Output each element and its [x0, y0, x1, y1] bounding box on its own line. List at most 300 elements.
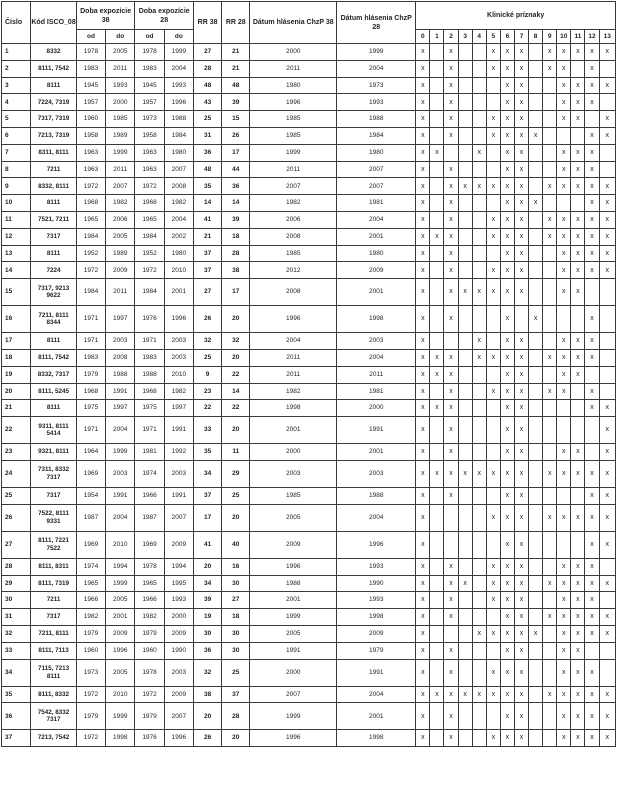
symptom-9-cell: x	[543, 178, 557, 195]
report-date-38: 1998	[250, 400, 337, 417]
exposure-38-from: 1979	[76, 625, 105, 642]
report-date-38: 1999	[250, 144, 337, 161]
row-number: 2	[2, 60, 31, 77]
isco-code	[31, 44, 77, 61]
symptom-13-cell: x	[599, 262, 615, 279]
isco-code	[31, 730, 77, 747]
symptom-13-cell	[599, 659, 615, 686]
symptom-8-cell: x	[529, 127, 543, 144]
isco-code-line: 7311, 8332	[37, 466, 70, 474]
symptom-8-cell	[529, 94, 543, 111]
symptom-11-cell: x	[571, 642, 585, 659]
symptom-5-cell	[486, 487, 500, 504]
report-date-28: 1993	[337, 94, 416, 111]
symptom-6-cell: x	[500, 211, 514, 228]
header-symptom-10: 10	[557, 30, 571, 44]
symptom-11-cell: x	[571, 262, 585, 279]
symptom-1-cell	[430, 279, 444, 306]
symptom-7-cell: x	[514, 262, 528, 279]
rr-28: 20	[222, 306, 250, 333]
symptom-4-cell: x	[472, 349, 486, 366]
symptom-3-cell	[458, 444, 472, 461]
symptom-4-cell	[472, 77, 486, 94]
exposure-38-from: 1982	[76, 609, 105, 626]
symptom-9-cell: x	[543, 460, 557, 487]
symptom-5-cell	[486, 333, 500, 350]
exposure-28-to: 1980	[164, 144, 193, 161]
symptom-4-cell	[472, 306, 486, 333]
symptom-0-cell: x	[416, 460, 430, 487]
rr-28: 14	[222, 383, 250, 400]
isco-code	[31, 127, 77, 144]
symptom-5-cell: x	[486, 349, 500, 366]
symptom-0-cell: x	[416, 609, 430, 626]
symptom-3-cell	[458, 504, 472, 531]
header-klinicke-priznaky: Klinické príznaky	[416, 2, 616, 30]
report-date-38: 1996	[250, 730, 337, 747]
rr-28: 17	[222, 279, 250, 306]
report-date-28: 1993	[337, 592, 416, 609]
header-symptom-3: 3	[458, 30, 472, 44]
exposure-38-from: 1960	[76, 111, 105, 128]
exposure-38-from: 1966	[76, 592, 105, 609]
isco-code-line: 8111, 8332	[38, 690, 69, 698]
symptom-6-cell: x	[500, 383, 514, 400]
rr-28: 30	[222, 625, 250, 642]
symptom-1-cell	[430, 592, 444, 609]
symptom-3-cell	[458, 144, 472, 161]
exposure-28-to: 2004	[164, 60, 193, 77]
symptom-2-cell: x	[444, 211, 458, 228]
symptom-12-cell: x	[585, 211, 599, 228]
symptom-2-cell: x	[444, 77, 458, 94]
rr-28: 30	[222, 642, 250, 659]
symptom-0-cell: x	[416, 127, 430, 144]
symptom-5-cell	[486, 400, 500, 417]
report-date-38: 1980	[250, 77, 337, 94]
symptom-10-cell: x	[557, 703, 571, 730]
symptom-10-cell: x	[557, 592, 571, 609]
table-row	[2, 262, 616, 279]
symptom-3-cell	[458, 94, 472, 111]
symptom-9-cell	[543, 592, 557, 609]
symptom-8-cell	[529, 417, 543, 444]
symptom-12-cell: x	[585, 127, 599, 144]
symptom-11-cell	[571, 400, 585, 417]
symptom-4-cell	[472, 531, 486, 558]
row-number: 5	[2, 111, 31, 128]
exposure-28-from: 1976	[135, 730, 164, 747]
rr-38: 9	[193, 366, 221, 383]
exposure-28-from: 1972	[135, 686, 164, 703]
table-row	[2, 558, 616, 575]
rr-38: 28	[193, 60, 221, 77]
isco-code	[31, 659, 77, 686]
symptom-5-cell: x	[486, 460, 500, 487]
symptom-10-cell: x	[557, 333, 571, 350]
report-date-38: 1985	[250, 127, 337, 144]
table-row	[2, 306, 616, 333]
symptom-6-cell: x	[500, 730, 514, 747]
symptom-3-cell	[458, 333, 472, 350]
exposure-38-from: 1969	[76, 531, 105, 558]
symptom-7-cell: x	[514, 575, 528, 592]
report-date-28: 1991	[337, 417, 416, 444]
exposure-28-from: 1960	[135, 642, 164, 659]
rr-28: 21	[222, 60, 250, 77]
symptom-3-cell	[458, 558, 472, 575]
symptom-3-cell	[458, 111, 472, 128]
symptom-3-cell	[458, 228, 472, 245]
symptom-6-cell: x	[500, 94, 514, 111]
isco-code-line: 7213, 7542	[37, 734, 70, 742]
report-date-38: 1999	[250, 703, 337, 730]
symptom-1-cell	[430, 625, 444, 642]
report-date-28: 2004	[337, 60, 416, 77]
symptom-2-cell: x	[444, 558, 458, 575]
symptom-0-cell: x	[416, 262, 430, 279]
symptom-2-cell: x	[444, 366, 458, 383]
exposure-28-from: 1983	[135, 60, 164, 77]
symptom-4-cell	[472, 262, 486, 279]
isco-code	[31, 642, 77, 659]
symptom-10-cell: x	[557, 642, 571, 659]
symptom-1-cell	[430, 730, 444, 747]
symptom-0-cell: x	[416, 558, 430, 575]
symptom-3-cell	[458, 60, 472, 77]
header-od-28: od	[135, 30, 164, 44]
report-date-28: 2003	[337, 333, 416, 350]
symptom-5-cell: x	[486, 625, 500, 642]
symptom-11-cell: x	[571, 366, 585, 383]
symptom-11-cell: x	[571, 245, 585, 262]
exposure-38-to: 2010	[106, 686, 135, 703]
rr-38: 25	[193, 349, 221, 366]
report-date-38: 2005	[250, 504, 337, 531]
symptom-7-cell: x	[514, 195, 528, 212]
symptom-3-cell	[458, 44, 472, 61]
symptom-7-cell: x	[514, 730, 528, 747]
isco-code-line: 8111	[46, 81, 61, 89]
symptom-1-cell	[430, 44, 444, 61]
symptom-12-cell: x	[585, 703, 599, 730]
symptom-1-cell	[430, 531, 444, 558]
exposure-28-to: 1993	[164, 77, 193, 94]
symptom-3-cell	[458, 730, 472, 747]
symptom-13-cell	[599, 144, 615, 161]
symptom-6-cell: x	[500, 349, 514, 366]
header-doba-expozicie-38: Doba expozície 38	[76, 2, 135, 30]
isco-code	[31, 366, 77, 383]
exposure-28-from: 1975	[135, 400, 164, 417]
exposure-28-to: 2009	[164, 625, 193, 642]
symptom-6-cell: x	[500, 262, 514, 279]
symptom-2-cell: x	[444, 111, 458, 128]
symptom-8-cell	[529, 144, 543, 161]
symptom-2-cell: x	[444, 417, 458, 444]
table-row	[2, 94, 616, 111]
symptom-0-cell: x	[416, 195, 430, 212]
symptom-11-cell: x	[571, 444, 585, 461]
symptom-2-cell: x	[444, 60, 458, 77]
symptom-1-cell	[430, 558, 444, 575]
symptom-11-cell: x	[571, 228, 585, 245]
symptom-11-cell: x	[571, 686, 585, 703]
symptom-10-cell: x	[557, 686, 571, 703]
symptom-9-cell	[543, 161, 557, 178]
isco-code-line: 8111	[46, 672, 61, 680]
symptom-12-cell: x	[585, 333, 599, 350]
row-number: 19	[2, 366, 31, 383]
symptom-5-cell	[486, 195, 500, 212]
exposure-38-to: 2000	[106, 94, 135, 111]
symptom-2-cell: x	[444, 161, 458, 178]
rr-28: 20	[222, 417, 250, 444]
rr-38: 25	[193, 111, 221, 128]
isco-code	[31, 460, 77, 487]
isco-code-line: 7211	[46, 596, 61, 604]
symptom-1-cell: x	[430, 400, 444, 417]
rr-38: 34	[193, 460, 221, 487]
report-date-28: 2011	[337, 366, 416, 383]
symptom-0-cell: x	[416, 703, 430, 730]
exposure-38-to: 1991	[106, 487, 135, 504]
exposure-28-from: 1969	[135, 531, 164, 558]
rr-38: 34	[193, 575, 221, 592]
symptom-4-cell: x	[472, 279, 486, 306]
report-date-28: 2004	[337, 211, 416, 228]
symptom-6-cell: x	[500, 558, 514, 575]
report-date-38: 2003	[250, 460, 337, 487]
symptom-12-cell: x	[585, 609, 599, 626]
isco-code	[31, 279, 77, 306]
exposure-38-to: 2005	[106, 228, 135, 245]
symptom-12-cell: x	[585, 575, 599, 592]
symptom-6-cell: x	[500, 161, 514, 178]
symptom-8-cell	[529, 211, 543, 228]
table-row	[2, 161, 616, 178]
symptom-13-cell: x	[599, 417, 615, 444]
isco-code	[31, 349, 77, 366]
exposure-28-from: 1963	[135, 144, 164, 161]
symptom-9-cell: x	[543, 504, 557, 531]
symptom-9-cell	[543, 730, 557, 747]
symptom-3-cell: x	[458, 575, 472, 592]
symptom-9-cell: x	[543, 60, 557, 77]
symptom-8-cell: x	[529, 625, 543, 642]
symptom-10-cell: x	[557, 349, 571, 366]
report-date-38: 2000	[250, 659, 337, 686]
exposure-38-from: 1987	[76, 504, 105, 531]
symptom-9-cell	[543, 77, 557, 94]
exposure-28-to: 2010	[164, 262, 193, 279]
report-date-38: 2000	[250, 44, 337, 61]
symptom-0-cell: x	[416, 349, 430, 366]
report-date-28: 1998	[337, 730, 416, 747]
exposure-28-from: 1976	[135, 306, 164, 333]
symptom-13-cell: x	[599, 703, 615, 730]
symptom-1-cell: x	[430, 228, 444, 245]
symptom-11-cell: x	[571, 659, 585, 686]
rr-38: 37	[193, 262, 221, 279]
exposure-28-to: 2008	[164, 178, 193, 195]
symptom-2-cell: x	[444, 686, 458, 703]
table-row	[2, 60, 616, 77]
symptom-6-cell: x	[500, 127, 514, 144]
symptom-1-cell	[430, 417, 444, 444]
isco-code	[31, 703, 77, 730]
isco-code-line: 7211, 8111	[38, 630, 69, 638]
symptom-7-cell: x	[514, 703, 528, 730]
symptom-0-cell: x	[416, 504, 430, 531]
rr-28: 11	[222, 444, 250, 461]
symptom-7-cell: x	[514, 609, 528, 626]
table-row	[2, 444, 616, 461]
symptom-2-cell: x	[444, 659, 458, 686]
exposure-28-to: 1991	[164, 417, 193, 444]
isco-code-line: 7115, 7213	[37, 665, 70, 673]
row-number: 37	[2, 730, 31, 747]
symptom-1-cell	[430, 659, 444, 686]
symptom-8-cell	[529, 592, 543, 609]
report-date-38: 2006	[250, 211, 337, 228]
exposure-38-from: 1974	[76, 558, 105, 575]
isco-code	[31, 161, 77, 178]
rr-28: 32	[222, 333, 250, 350]
symptom-10-cell: x	[557, 460, 571, 487]
symptom-13-cell	[599, 366, 615, 383]
symptom-9-cell	[543, 279, 557, 306]
symptom-10-cell: x	[557, 245, 571, 262]
symptom-7-cell: x	[514, 44, 528, 61]
symptom-3-cell	[458, 211, 472, 228]
rr-28: 26	[222, 127, 250, 144]
symptom-3-cell	[458, 349, 472, 366]
symptom-12-cell: x	[585, 383, 599, 400]
symptom-9-cell	[543, 417, 557, 444]
symptom-2-cell: x	[444, 460, 458, 487]
rr-28: 39	[222, 211, 250, 228]
symptom-12-cell: x	[585, 60, 599, 77]
symptom-6-cell: x	[500, 60, 514, 77]
symptom-3-cell	[458, 642, 472, 659]
isco-code-line: 7522, 8111	[38, 510, 69, 518]
symptom-9-cell	[543, 195, 557, 212]
exposure-28-to: 2010	[164, 366, 193, 383]
exposure-28-from: 1965	[135, 575, 164, 592]
row-number: 10	[2, 195, 31, 212]
table-row	[2, 211, 616, 228]
symptom-12-cell: x	[585, 460, 599, 487]
symptom-13-cell: x	[599, 228, 615, 245]
isco-code	[31, 262, 77, 279]
exposure-28-to: 2003	[164, 460, 193, 487]
row-number: 29	[2, 575, 31, 592]
symptom-6-cell: x	[500, 625, 514, 642]
row-number: 17	[2, 333, 31, 350]
exposure-28-from: 1981	[135, 444, 164, 461]
symptom-2-cell: x	[444, 306, 458, 333]
symptom-2-cell: x	[444, 609, 458, 626]
table-row	[2, 642, 616, 659]
isco-code	[31, 178, 77, 195]
exposure-28-from: 1978	[135, 558, 164, 575]
isco-code-line: 8111	[46, 337, 61, 345]
symptom-0-cell: x	[416, 487, 430, 504]
symptom-11-cell	[571, 195, 585, 212]
isco-code-line: 8111	[46, 249, 61, 257]
symptom-3-cell	[458, 487, 472, 504]
header-symptom-4: 4	[472, 30, 486, 44]
symptom-7-cell: x	[514, 94, 528, 111]
exposure-28-to: 1982	[164, 195, 193, 212]
symptom-12-cell: x	[585, 730, 599, 747]
isco-code	[31, 94, 77, 111]
symptom-10-cell	[557, 417, 571, 444]
isco-code-line: 7317	[46, 232, 61, 240]
symptom-2-cell: x	[444, 127, 458, 144]
rr-28: 14	[222, 195, 250, 212]
symptom-3-cell	[458, 659, 472, 686]
report-date-38: 2011	[250, 366, 337, 383]
symptom-0-cell: x	[416, 245, 430, 262]
symptom-13-cell: x	[599, 686, 615, 703]
exposure-28-from: 1984	[135, 279, 164, 306]
isco-code-line: 7317	[46, 473, 61, 481]
symptom-10-cell	[557, 400, 571, 417]
report-date-38: 1985	[250, 245, 337, 262]
symptom-0-cell: x	[416, 592, 430, 609]
symptom-11-cell	[571, 417, 585, 444]
exposure-28-from: 1982	[135, 609, 164, 626]
symptom-1-cell	[430, 262, 444, 279]
exposure-28-from: 1971	[135, 333, 164, 350]
symptom-0-cell: x	[416, 60, 430, 77]
symptom-3-cell	[458, 703, 472, 730]
isco-code-line: 7211, 8111	[38, 311, 69, 319]
symptom-6-cell: x	[500, 531, 514, 558]
exposure-38-to: 2009	[106, 262, 135, 279]
rr-38: 41	[193, 531, 221, 558]
symptom-2-cell: x	[444, 178, 458, 195]
symptom-10-cell: x	[557, 44, 571, 61]
symptom-8-cell	[529, 44, 543, 61]
symptom-7-cell: x	[514, 383, 528, 400]
exposure-38-from: 1975	[76, 400, 105, 417]
exposure-38-from: 1971	[76, 417, 105, 444]
isco-code-line: 7317	[46, 492, 61, 500]
symptom-3-cell	[458, 161, 472, 178]
symptom-5-cell: x	[486, 262, 500, 279]
report-date-38: 1991	[250, 642, 337, 659]
isco-code	[31, 77, 77, 94]
rr-38: 35	[193, 444, 221, 461]
symptom-1-cell: x	[430, 366, 444, 383]
table-row	[2, 195, 616, 212]
symptom-8-cell	[529, 460, 543, 487]
exposure-28-to: 2007	[164, 161, 193, 178]
rr-28: 15	[222, 111, 250, 128]
symptom-0-cell: x	[416, 144, 430, 161]
symptom-9-cell	[543, 531, 557, 558]
symptom-1-cell	[430, 575, 444, 592]
isco-code-line: 9321, 8111	[38, 448, 69, 456]
symptom-11-cell: x	[571, 625, 585, 642]
symptom-1-cell	[430, 195, 444, 212]
symptom-3-cell	[458, 531, 472, 558]
report-date-28: 1996	[337, 531, 416, 558]
symptom-2-cell: x	[444, 400, 458, 417]
